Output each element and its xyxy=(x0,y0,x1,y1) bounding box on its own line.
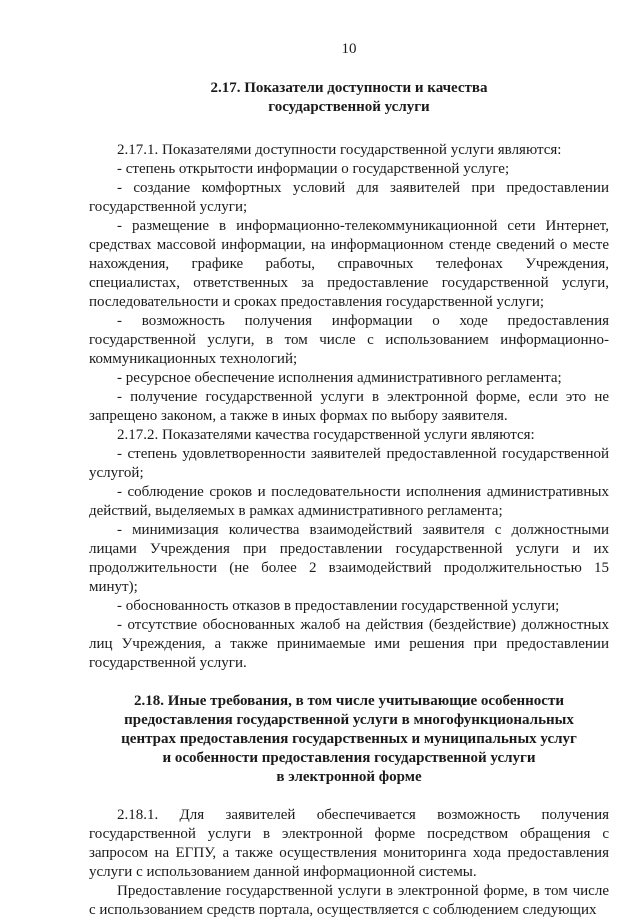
section-2-17-body xyxy=(89,141,609,673)
paragraph: 2.18.1. Для заявителей обеспечивается возможность получения государственной услуги в электронной форме посредством обращения с запросом на ЕГПУ, а также осуществления мониторинга хода предоставления услуги с использованием данной информационной системы. xyxy=(89,807,609,880)
list-item: - возможность получения информации о ходе предоставления государственной услуги, в том числе с использованием информационно-коммуникационных технологий; xyxy=(89,313,609,367)
heading-line: в электронной форме xyxy=(276,769,422,785)
list-item: - ресурсное обеспечение исполнения административного регламента; xyxy=(117,370,562,386)
heading-line: 2.18. Иные требования, в том числе учитывающие особенности xyxy=(134,693,564,709)
heading-line: центрах предоставления государственных и муниципальных услуг xyxy=(121,731,577,747)
heading-line: предоставления государственной услуги в многофункциональных xyxy=(124,712,574,728)
heading-line: 2.17. Показатели доступности и качества xyxy=(210,80,488,96)
page-number: 10 xyxy=(341,41,357,57)
list-item: - размещение в информационно-телекоммуникационной сети Интернет, средствах массовой информации, на информационном стенде сведений о месте нахождения, графике работы, справочных телефонах Учреждения, специалистах, ответственных за предоставление государственной услуги, последовательности и сроках предоставления государственной услуги; xyxy=(89,218,609,310)
list-item: - степень открытости информации о государственной услуге; xyxy=(117,161,510,177)
list-item: - соблюдение сроков и последовательности исполнения административных действий, выделяемых в рамках административного регламента; xyxy=(89,484,609,519)
list-item: - минимизация количества взаимодействий заявителя с должностными лицами Учреждения при предоставлении государственной услуги и их продолжительности (не более 2 взаимодействий продолжительностью 15 минут); xyxy=(89,522,609,595)
heading-line: и особенности предоставления государственной услуги xyxy=(162,750,536,766)
list-item: - отсутствие обоснованных жалоб на действия (бездействие) должностных лиц Учреждения, а также принимаемые ими решения при предоставлении государственной услуги. xyxy=(89,617,609,671)
paragraph: Предоставление государственной услуги в электронной форме, в том числе с использованием средств портала, осуществляется с соблюдением следующих xyxy=(89,883,609,918)
paragraph: 2.17.2. Показателями качества государственной услуги являются: xyxy=(117,427,535,443)
section-heading-2-17 xyxy=(89,79,609,117)
list-item: - создание комфортных условий для заявителей при предоставлении государственной услуги; xyxy=(89,180,609,215)
list-item: - степень удовлетворенности заявителей предоставленной государственной услугой; xyxy=(89,446,609,481)
paragraph: 2.17.1. Показателями доступности государственной услуги являются: xyxy=(117,142,562,158)
section-heading-2-18 xyxy=(89,692,609,787)
list-item: - обоснованность отказов в предоставлении государственной услуги; xyxy=(117,598,560,614)
heading-line: государственной услуги xyxy=(268,99,430,115)
list-item: - получение государственной услуги в электронной форме, если это не запрещено законом, а также в иных формах по выбору заявителя. xyxy=(89,389,609,424)
